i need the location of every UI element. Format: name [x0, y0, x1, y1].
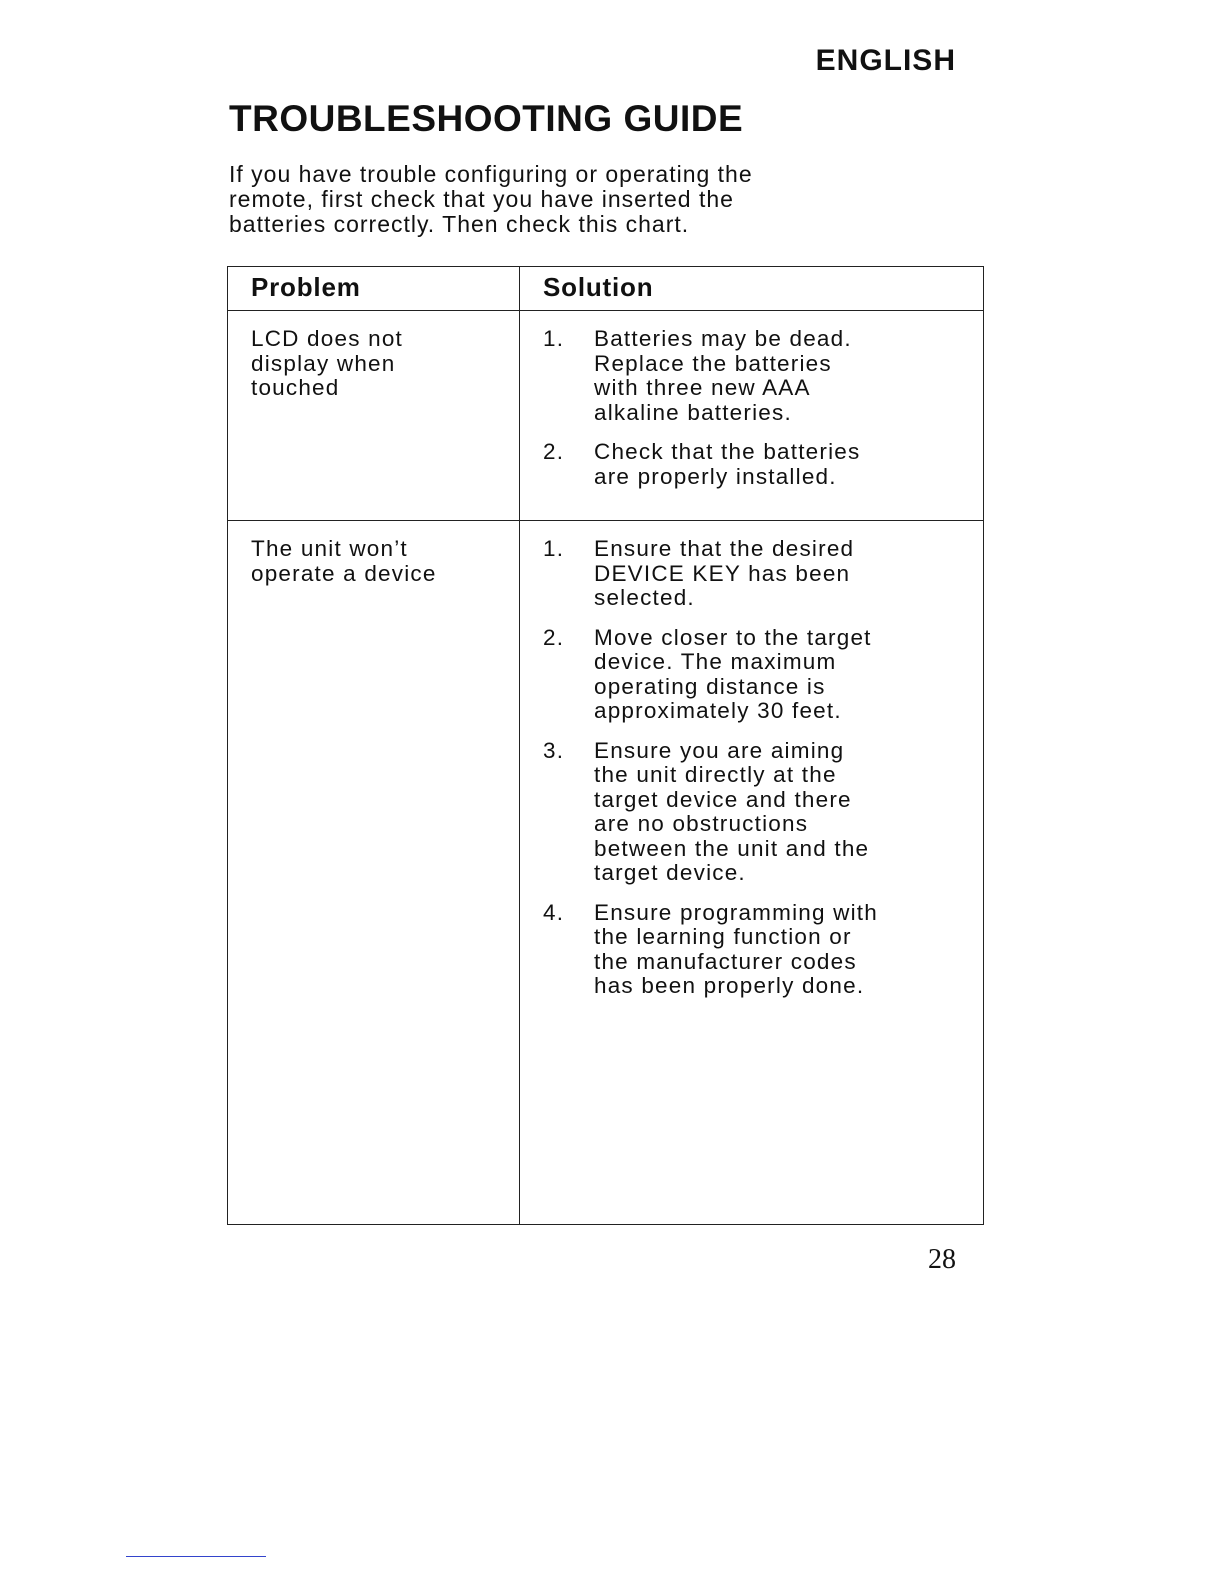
language-label: ENGLISH: [815, 44, 956, 77]
problem-line: The unit won’t: [251, 536, 408, 561]
solution-line: Ensure you are aiming: [594, 737, 845, 763]
solution-line: Move closer to the target: [594, 624, 872, 650]
solution-text: [594, 327, 852, 425]
solution-line: approximately 30 feet.: [594, 698, 842, 723]
solution-text: [594, 739, 869, 886]
solution-list: [543, 537, 973, 999]
solution-number: 4.: [543, 899, 565, 925]
footnote-divider: [126, 1556, 266, 1557]
solution-line: operating distance is: [594, 673, 826, 699]
solution-number: 2.: [543, 624, 565, 650]
intro-line: batteries correctly. Then check this chart.: [229, 211, 690, 237]
solution-column-header: Solution: [520, 267, 984, 311]
solution-number: 1.: [543, 536, 565, 561]
solution-line: DEVICE KEY has been: [594, 560, 851, 586]
solution-line: the learning function or: [594, 924, 852, 949]
solution-line: has been properly done.: [594, 973, 865, 998]
solution-line: selected.: [594, 585, 695, 610]
solution-item: [543, 739, 973, 886]
solution-number: 2.: [543, 439, 565, 464]
solution-list: [543, 327, 973, 489]
table-row: [228, 521, 984, 1225]
solution-text: [594, 537, 854, 611]
solution-item: [543, 327, 973, 425]
solution-line: between the unit and the: [594, 835, 870, 861]
problem-line: operate a device: [251, 560, 437, 586]
page-number: 28: [928, 1244, 956, 1275]
solution-line: are properly installed.: [594, 463, 837, 489]
problem-line: touched: [251, 375, 340, 400]
solution-item: [543, 537, 973, 611]
problem-cell: [228, 521, 520, 1225]
intro-line: remote, first check that you have inserted the: [229, 186, 734, 212]
solution-text: [594, 440, 860, 489]
page-title: TROUBLESHOOTING GUIDE: [229, 98, 744, 139]
table-row: [228, 311, 984, 521]
solution-cell: [520, 521, 984, 1225]
solution-item: [543, 626, 973, 724]
solution-line: alkaline batteries.: [594, 399, 792, 425]
solution-cell: [520, 311, 984, 521]
solution-line: Check that the batteries: [594, 439, 861, 464]
solution-number: 3.: [543, 737, 565, 763]
solution-line: Ensure programming with: [594, 899, 878, 925]
solution-line: device. The maximum: [594, 649, 837, 674]
solution-number: 1.: [543, 326, 565, 351]
solution-text: [594, 626, 872, 724]
problem-column-header: Problem: [228, 267, 520, 311]
solution-line: target device and there: [594, 786, 852, 812]
table-header-row: [228, 267, 984, 311]
problem-line: LCD does not: [251, 326, 403, 351]
solution-line: the manufacturer codes: [594, 948, 857, 974]
solution-item: [543, 901, 973, 999]
solution-line: with three new AAA: [594, 375, 811, 400]
troubleshooting-table: [227, 266, 984, 1225]
solution-line: target device.: [594, 860, 746, 885]
solution-line: Ensure that the desired: [594, 536, 855, 561]
intro-paragraph: [229, 162, 949, 237]
problem-cell: [228, 311, 520, 521]
solution-text: [594, 901, 878, 999]
intro-line: If you have trouble configuring or operating the: [229, 161, 753, 187]
solution-line: the unit directly at the: [594, 762, 837, 787]
solution-line: are no obstructions: [594, 811, 809, 836]
solution-line: Batteries may be dead.: [594, 326, 852, 351]
solution-line: Replace the batteries: [594, 350, 832, 376]
solution-item: [543, 440, 973, 489]
problem-line: display when: [251, 350, 396, 376]
